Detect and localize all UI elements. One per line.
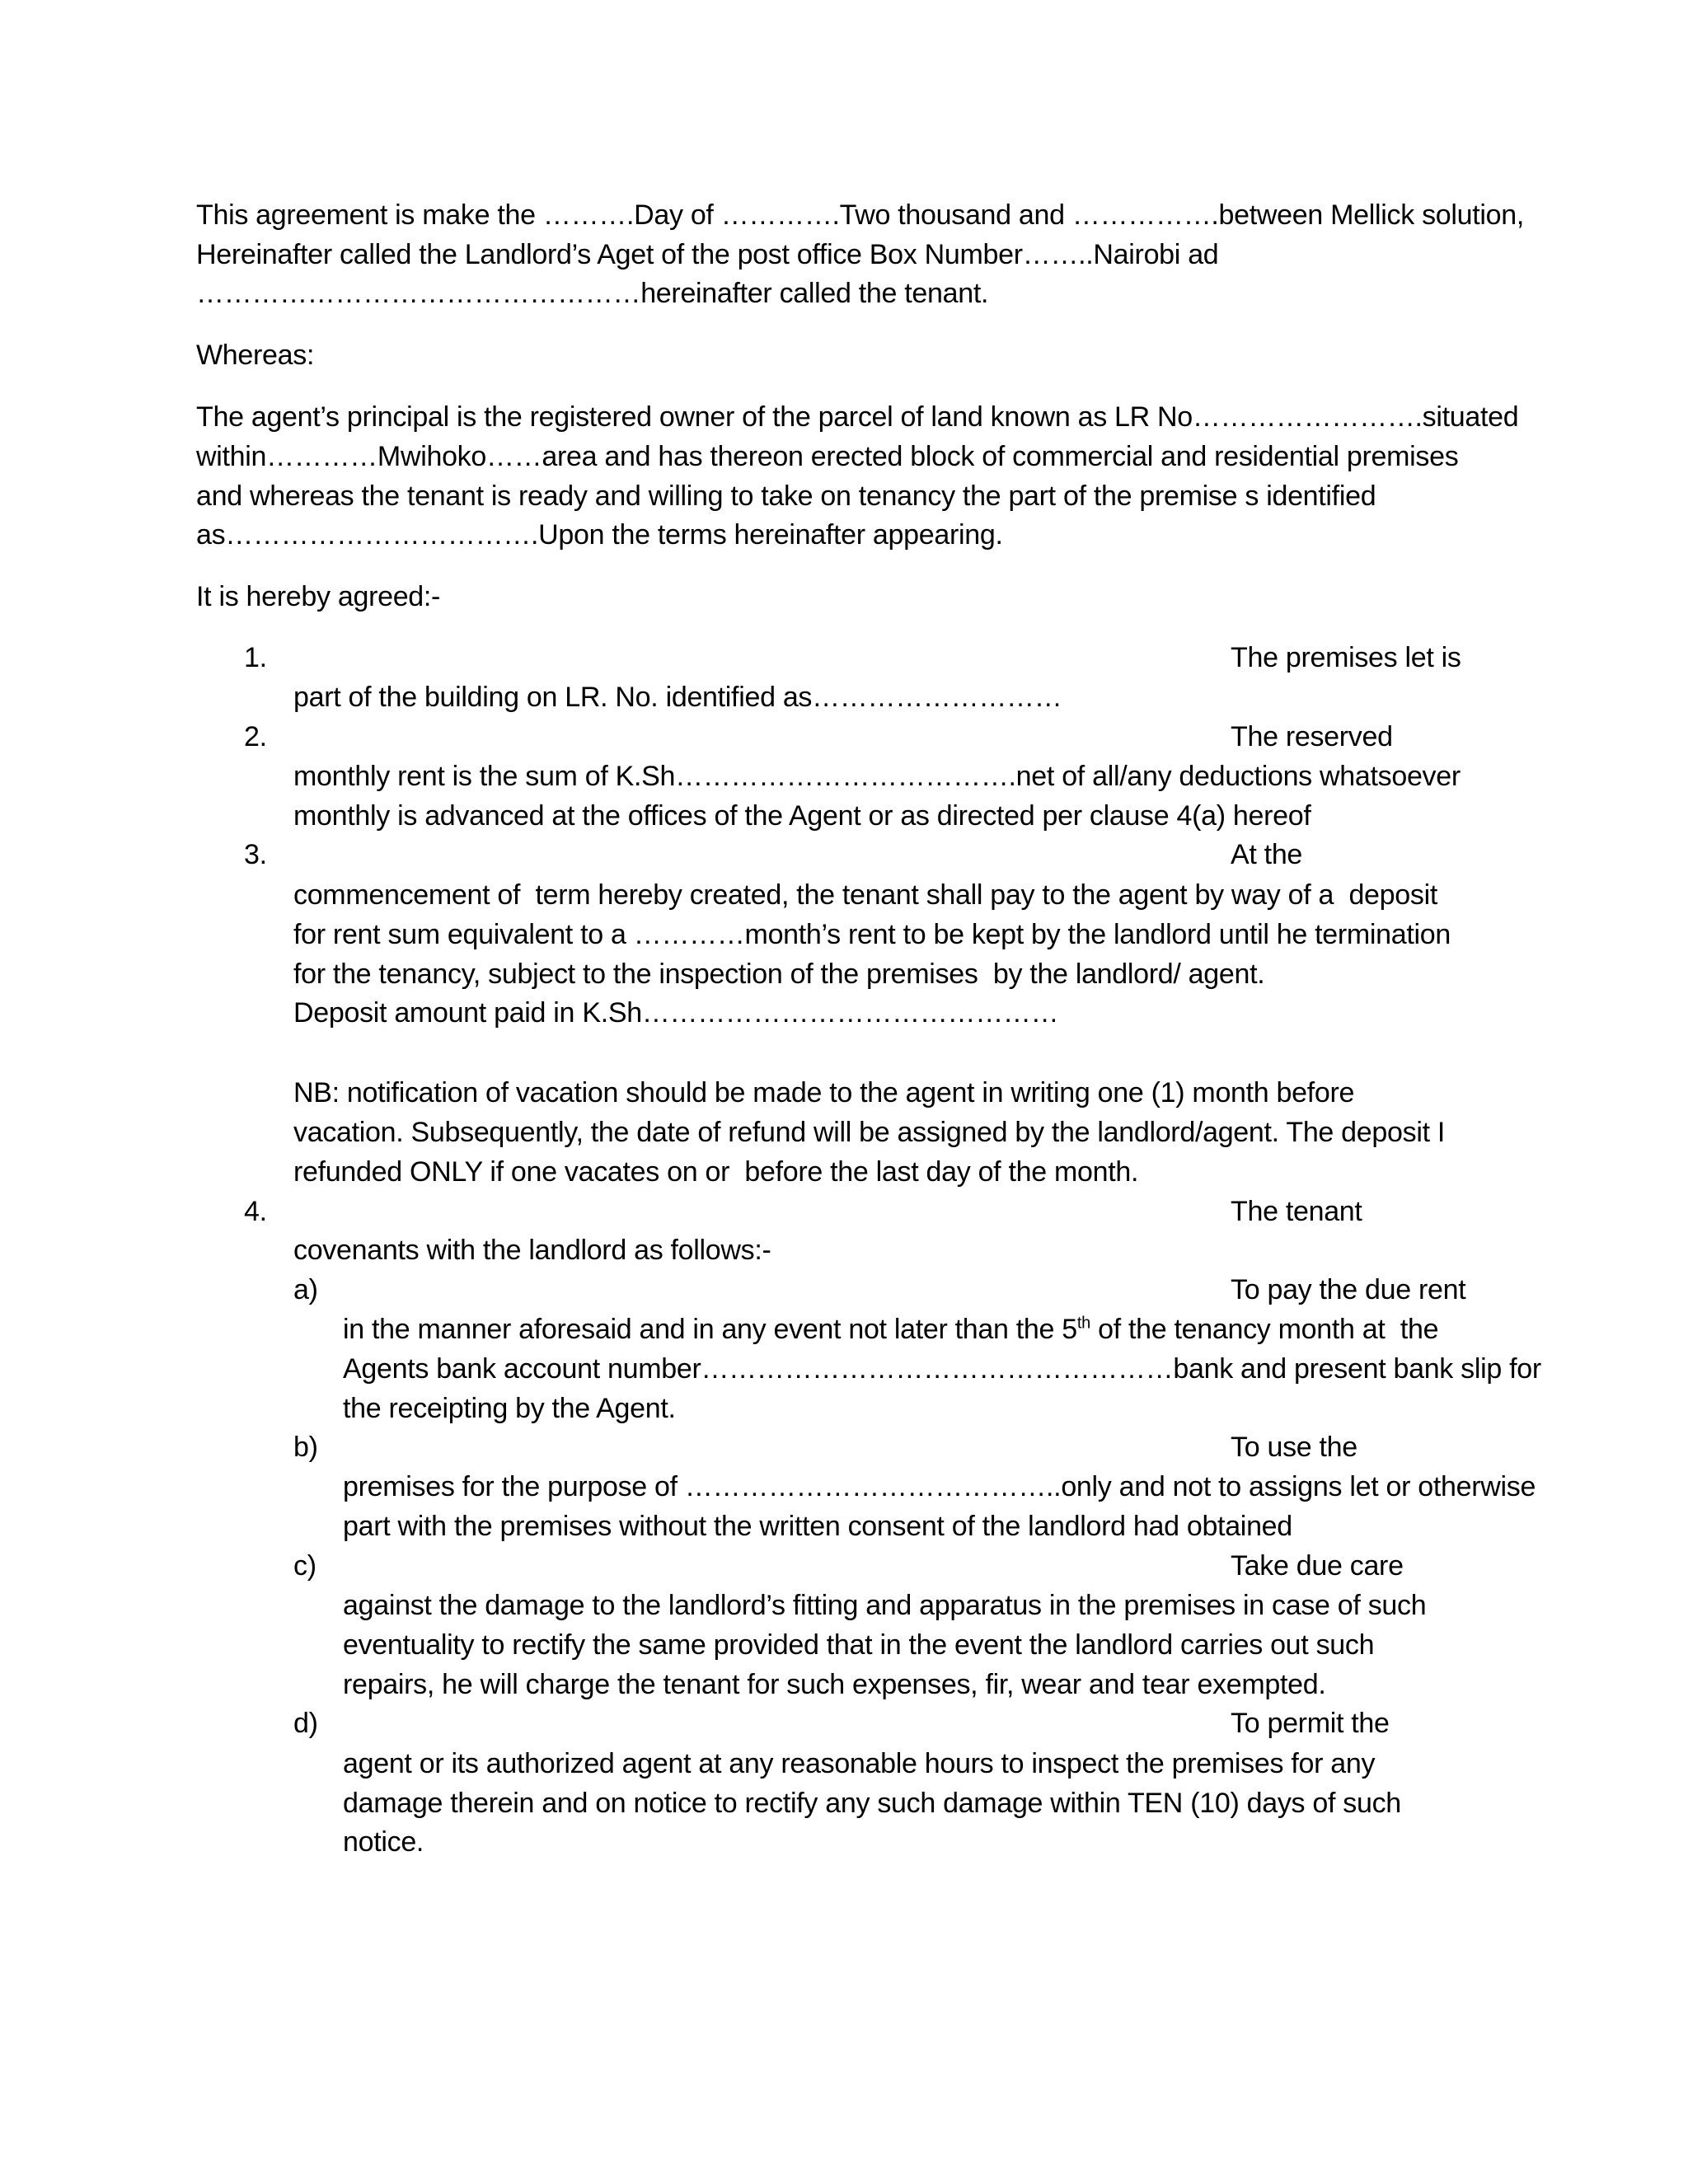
subclause-line: [343, 1313, 1438, 1346]
intro-line-1: This agreement is make the ……….Day of ………….Two thousand and …………….between Mellick solution,: [196, 199, 1525, 231]
subclause-lead: To pay the due rent: [1231, 1274, 1466, 1305]
note-line: vacation. Subsequently, the date of refund will be assigned by the landlord/agent. The deposit I: [293, 1117, 1446, 1148]
clause-number: 1.: [244, 642, 267, 673]
subclause-line: Agents bank account number……………………………………………bank and present bank slip for: [343, 1353, 1541, 1385]
subclause-line: against the damage to the landlord’s fitting and apparatus in the premises in case of such: [343, 1590, 1427, 1621]
subclause-line: repairs, he will charge the tenant for such expenses, fir, wear and tear exempted.: [343, 1669, 1326, 1700]
subclause-text: of the tenancy month at the: [1090, 1314, 1439, 1345]
subclause-letter: a): [293, 1274, 318, 1305]
whereas-heading: Whereas:: [196, 340, 315, 371]
subclause-lead: Take due care: [1231, 1550, 1404, 1582]
note-line: NB: notification of vacation should be made to the agent in writing one (1) month before: [293, 1077, 1355, 1108]
subclause-line: premises for the purpose of …………………………………..only and not to assigns let or otherwise: [343, 1471, 1536, 1502]
clause-lead: The reserved: [1231, 721, 1393, 752]
clause-line: monthly rent is the sum of K.Sh……………………………….net of all/any deductions whatsoever: [293, 761, 1461, 792]
clause-lead: At the: [1231, 839, 1303, 870]
whereas-line-4: as…………………………….Upon the terms hereinafter appearing.: [196, 519, 1003, 551]
clause-line: covenants with the landlord as follows:-: [293, 1235, 771, 1266]
clause-line: monthly is advanced at the offices of the Agent or as directed per clause 4(a) hereof: [293, 800, 1311, 832]
clause-line: for rent sum equivalent to a …………month’s rent to be kept by the landlord until he termination: [293, 919, 1451, 950]
subclause-lead: To use the: [1231, 1432, 1357, 1463]
clause-lead: The premises let is: [1231, 642, 1461, 673]
subclause-line: damage therein and on notice to rectify any such damage within TEN (10) days of such: [343, 1788, 1401, 1819]
intro-line-2: Hereinafter called the Landlord’s Aget of the post office Box Number……..Nairobi ad: [196, 239, 1219, 270]
subclause-line: the receipting by the Agent.: [343, 1393, 676, 1424]
clause-number: 4.: [244, 1196, 267, 1227]
subclause-letter: c): [293, 1550, 316, 1582]
subclause-letter: b): [293, 1432, 318, 1463]
subclause-letter: d): [293, 1708, 318, 1739]
ordinal-superscript: th: [1076, 1314, 1090, 1333]
clause-line: for the tenancy, subject to the inspection of the premises by the landlord/ agent.: [293, 958, 1265, 990]
subclause-line: agent or its authorized agent at any reasonable hours to inspect the premises for any: [343, 1748, 1376, 1779]
subclause-line: part with the premises without the written consent of the landlord had obtained: [343, 1511, 1292, 1542]
clause-lead: The tenant: [1231, 1196, 1362, 1227]
whereas-line-3: and whereas the tenant is ready and willing to take on tenancy the part of the premise s identified: [196, 480, 1376, 512]
whereas-line-2: within…………Mwihoko……area and has thereon erected block of commercial and residential premises: [196, 441, 1459, 472]
intro-line-3: …………………………………………hereinafter called the tenant.: [196, 278, 989, 309]
subclause-text: in the manner aforesaid and in any event not later than the 5: [343, 1314, 1077, 1345]
subclause-lead: To permit the: [1231, 1708, 1390, 1739]
whereas-line-1: The agent’s principal is the registered owner of the parcel of land known as LR No…………………….situated: [196, 401, 1519, 433]
clause-line: part of the building on LR. No. identified as………………………: [293, 682, 1062, 713]
clause-line: Deposit amount paid in K.Sh………………………………………: [293, 997, 1059, 1029]
clause-line: commencement of term hereby created, the tenant shall pay to the agent by way of a deposit: [293, 879, 1437, 911]
note-line: refunded ONLY if one vacates on or before the last day of the month.: [293, 1156, 1139, 1188]
subclause-line: notice.: [343, 1826, 424, 1858]
agreed-heading: It is hereby agreed:-: [196, 581, 441, 612]
clause-number: 2.: [244, 721, 267, 752]
subclause-line: eventuality to rectify the same provided that in the event the landlord carries out such: [343, 1629, 1375, 1661]
clause-number: 3.: [244, 839, 267, 870]
